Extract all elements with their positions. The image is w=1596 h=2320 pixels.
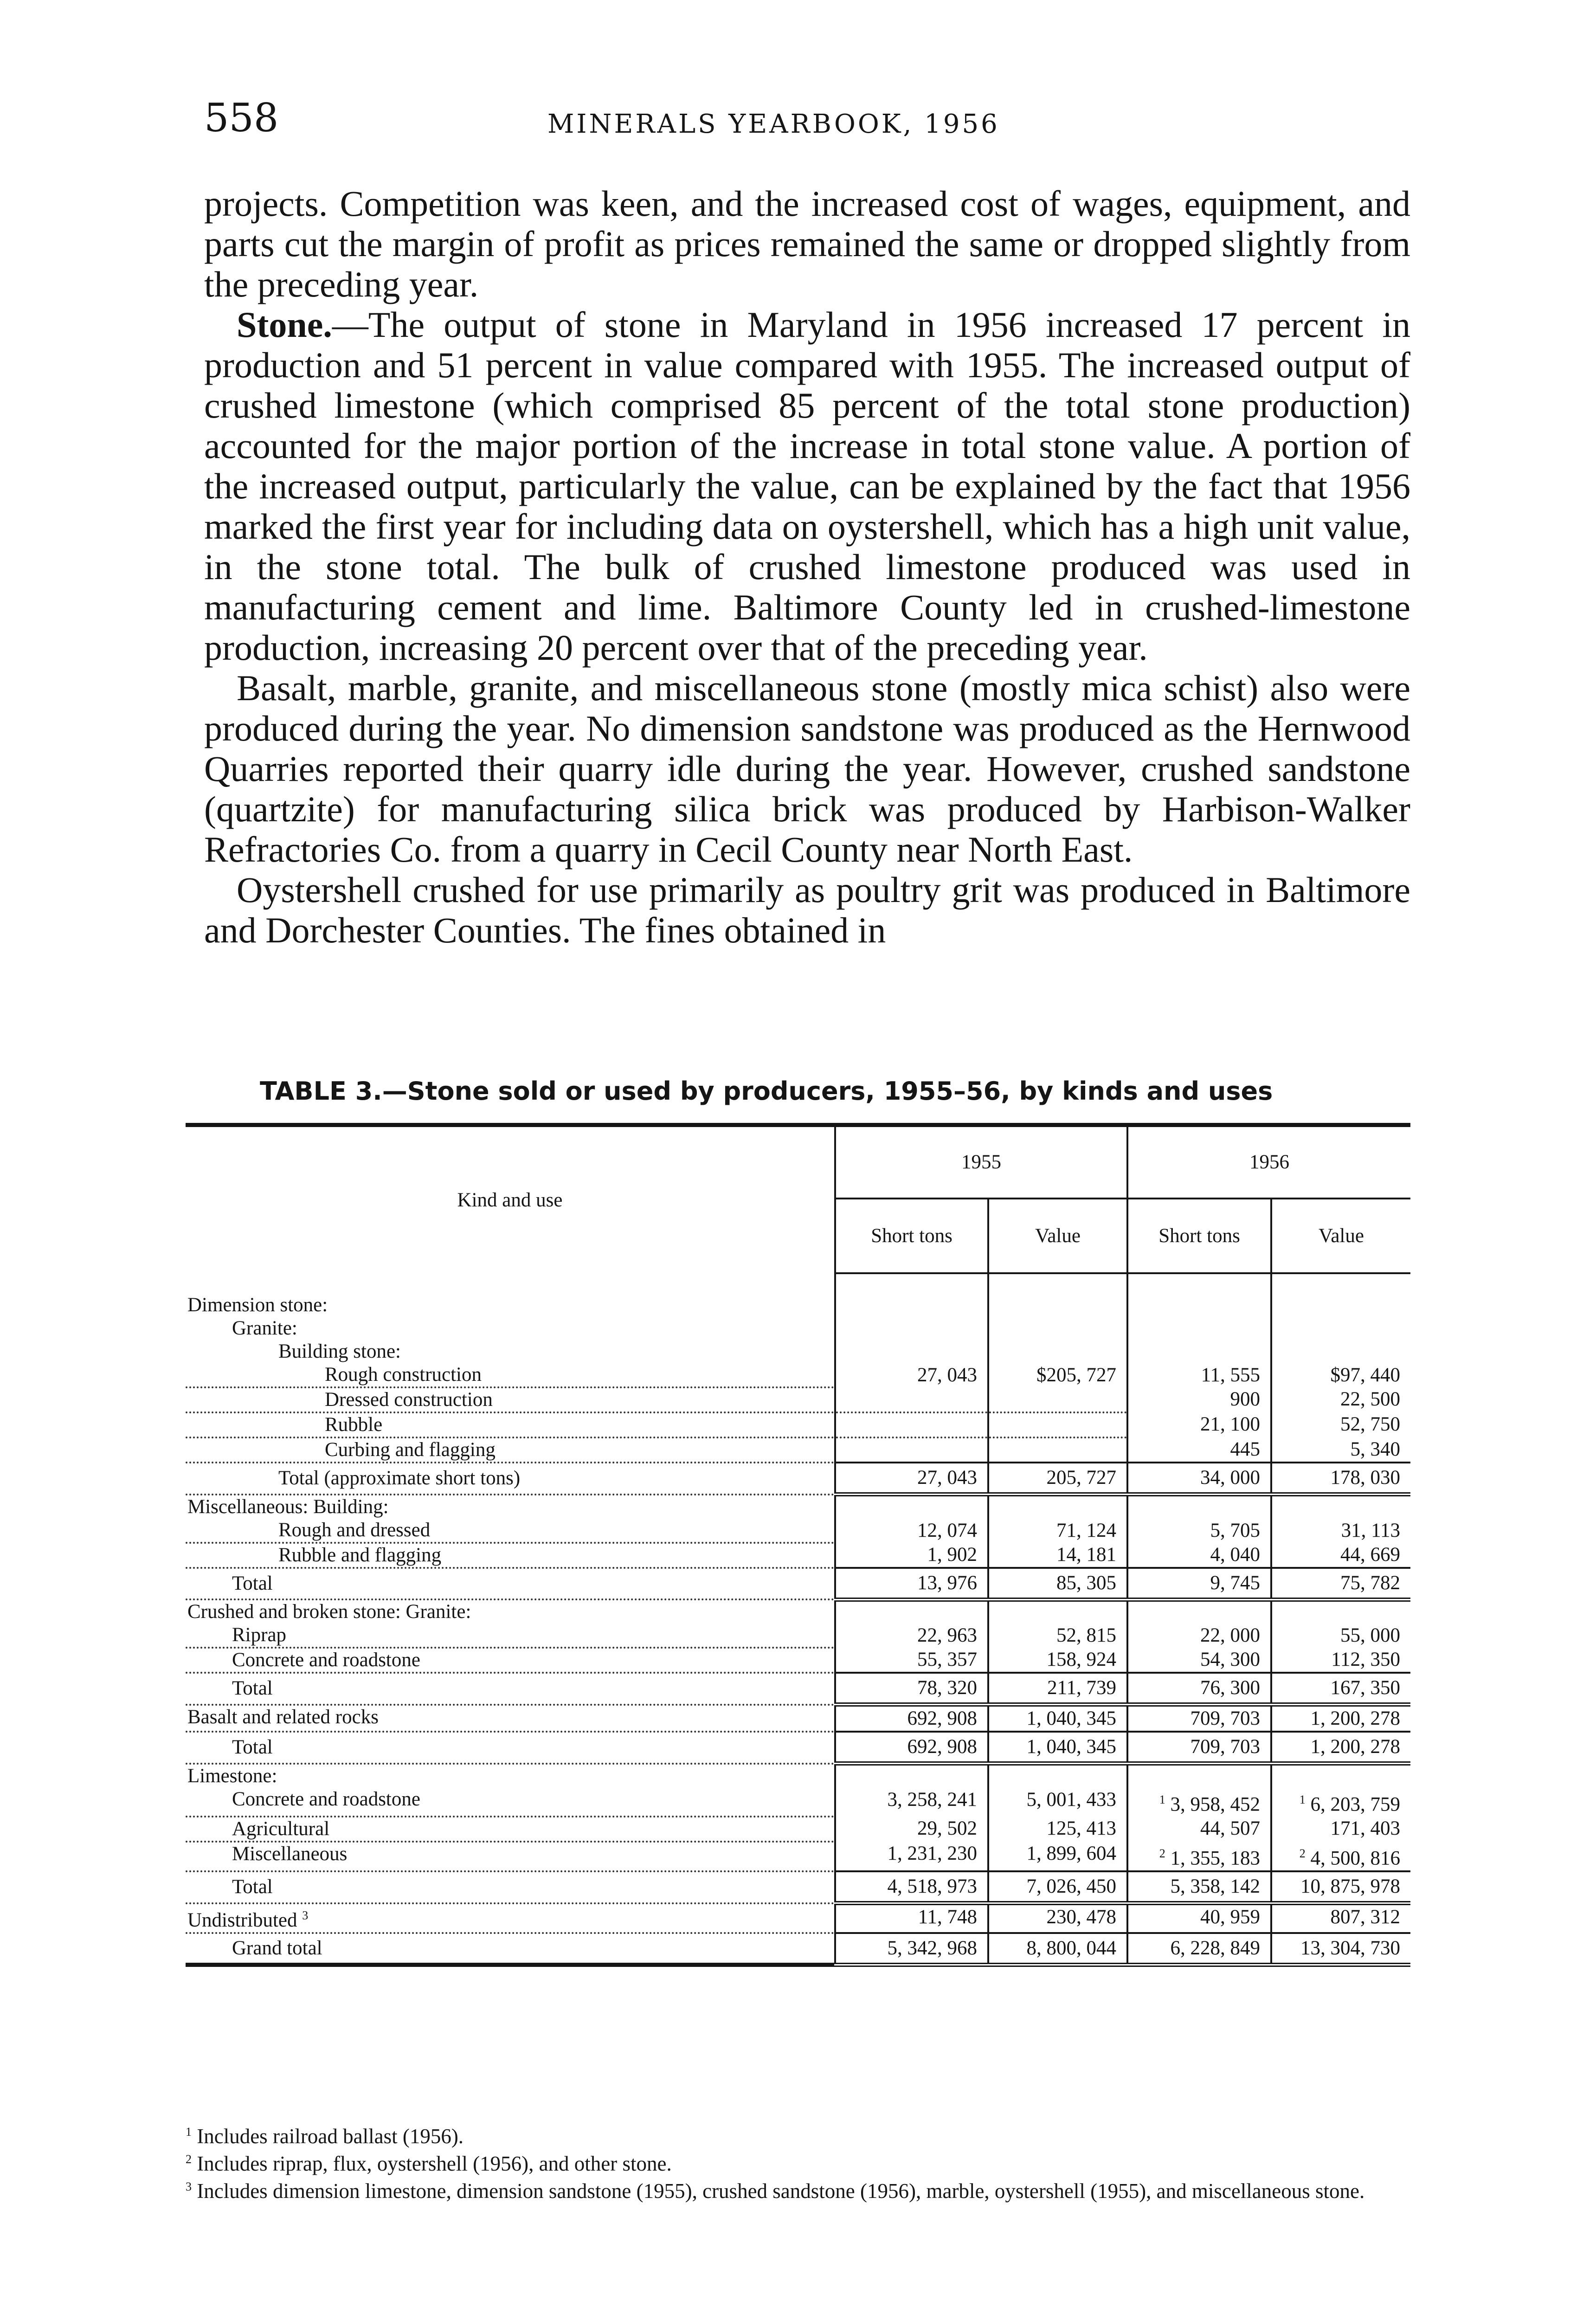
table-row	[186, 1519, 1410, 1543]
section-row	[186, 1764, 1410, 1788]
section-row	[186, 1495, 1410, 1519]
paragraph-1: projects. Competition was keen, and the increased cost of wages, equipment, and parts cut the margin of profit as prices remained the same or dropped slightly from the preceding year.	[204, 183, 1410, 304]
section-row	[186, 1294, 1410, 1317]
row-label: Total	[232, 1876, 275, 1898]
paragraph-3: Basalt, marble, granite, and miscellaneous stone (mostly mica schist) also were produced during the year. No dimension sandstone was produced as the Hernwood Quarries reported their quarry idle during the year. However, crushed sandstone (quartzite) for manufacturing silica brick was produced by Harbison-Walker Refractories Co. from a quarry in Cecil County near North East.	[204, 668, 1410, 870]
cell-tons-1955: 692, 908	[835, 1705, 988, 1732]
row-label: Agricultural	[232, 1818, 331, 1840]
cell-value-1955: 211, 739	[988, 1673, 1127, 1705]
grand-total-row	[186, 1933, 1410, 1965]
footnote	[186, 2175, 1410, 2203]
row-label: Rough construction	[325, 1364, 483, 1386]
cell-value-1955: 14, 181	[988, 1543, 1127, 1568]
cell-value-1956: 1, 200, 278	[1271, 1705, 1410, 1732]
cell-value-1956: 807, 312	[1271, 1903, 1410, 1933]
cell-value-1955: 230, 478	[988, 1903, 1127, 1933]
cell-tons-1955: 5, 342, 968	[835, 1933, 988, 1965]
cell-value-1956: 55, 000	[1271, 1624, 1410, 1648]
cell-value-1956: 52, 750	[1271, 1412, 1410, 1437]
table-row	[186, 1543, 1410, 1568]
cell-tons-1955	[835, 1387, 988, 1412]
cell-value-1956: 112, 350	[1271, 1648, 1410, 1673]
row-label: Basalt and related rocks	[187, 1706, 380, 1728]
header-kind-and-use: Kind and use	[457, 1189, 563, 1211]
cell-tons-1956: 21, 100	[1127, 1412, 1271, 1437]
cell-tons-1955: 27, 043	[835, 1363, 988, 1387]
table-row	[186, 1437, 1410, 1463]
row-label: Concrete and roadstone	[232, 1649, 422, 1671]
cell-value-1955: 71, 124	[988, 1519, 1127, 1543]
table-row	[186, 1624, 1410, 1648]
body-text	[204, 183, 1410, 950]
cell-tons-1955: 13, 976	[835, 1568, 988, 1600]
cell-tons-1956: 5, 705	[1127, 1519, 1271, 1543]
cell-tons-1956: 445	[1127, 1437, 1271, 1463]
section-label: Limestone:	[187, 1765, 277, 1787]
cell-value-1956: 75, 782	[1271, 1568, 1410, 1600]
cell-tons-1955	[835, 1412, 988, 1437]
cell-value-1956: 1, 200, 278	[1271, 1732, 1410, 1764]
cell-tons-1956: 5, 358, 142	[1127, 1871, 1271, 1903]
section-label: Building stone:	[278, 1340, 401, 1362]
cell-tons-1955: 55, 357	[835, 1648, 988, 1673]
cell-tons-1956: 6, 228, 849	[1127, 1933, 1271, 1965]
section-row	[186, 1599, 1410, 1624]
cell-value-1955: 1, 040, 345	[988, 1732, 1127, 1764]
footnote-mark: 2	[1299, 1846, 1306, 1860]
cell-value-1956: 167, 350	[1271, 1673, 1410, 1705]
cell-tons-1956: 1, 355, 183	[1170, 1847, 1260, 1869]
total-row	[186, 1673, 1410, 1705]
cell-value-1956: 178, 030	[1271, 1463, 1410, 1495]
cell-value-1955: 8, 800, 044	[988, 1933, 1127, 1965]
cell-value-1955	[988, 1412, 1127, 1437]
header-short-tons-1955: Short tons	[835, 1199, 988, 1273]
row-label: Riprap	[232, 1624, 288, 1646]
cell-tons-1955: 692, 908	[835, 1732, 988, 1764]
row-label: Rubble and flagging	[278, 1544, 443, 1566]
table-row	[186, 1705, 1410, 1732]
total-row	[186, 1871, 1410, 1903]
cell-value-1955: 125, 413	[988, 1817, 1127, 1842]
cell-value-1955: 5, 001, 433	[988, 1788, 1127, 1817]
footnote	[186, 2120, 1410, 2148]
cell-value-1955: 205, 727	[988, 1463, 1127, 1495]
header-value-1956: Value	[1271, 1199, 1410, 1273]
footnote-mark: 1	[1159, 1792, 1165, 1806]
cell-value-1956: 5, 340	[1271, 1437, 1410, 1463]
cell-value-1956: 4, 500, 816	[1310, 1847, 1400, 1869]
cell-value-1956: $97, 440	[1271, 1363, 1410, 1387]
cell-tons-1955: 1, 231, 230	[835, 1842, 988, 1871]
cell-value-1956: 31, 113	[1271, 1519, 1410, 1543]
cell-tons-1956: 11, 555	[1127, 1363, 1271, 1387]
cell-tons-1955: 78, 320	[835, 1673, 988, 1705]
row-label: Miscellaneous	[232, 1843, 349, 1865]
section-label: Granite:	[232, 1317, 297, 1339]
page-number: 558	[204, 95, 279, 141]
cell-tons-1955: 11, 748	[835, 1903, 988, 1933]
cell-tons-1956: 22, 000	[1127, 1624, 1271, 1648]
row-label: Total	[232, 1736, 275, 1758]
cell-tons-1956: 44, 507	[1127, 1817, 1271, 1842]
table-row	[186, 1817, 1410, 1842]
stone-table	[186, 1123, 1410, 1967]
footnote-text: Includes riprap, flux, oystershell (1956), and other stone.	[197, 2152, 672, 2175]
cell-tons-1955: 22, 963	[835, 1624, 988, 1648]
row-label: Total	[232, 1677, 275, 1699]
footnote	[186, 2148, 1410, 2175]
table-row	[186, 1648, 1410, 1673]
footnote-mark: 1	[1299, 1792, 1306, 1806]
footnote-mark: 3	[302, 1908, 309, 1922]
cell-tons-1955: 12, 074	[835, 1519, 988, 1543]
cell-tons-1956: 900	[1127, 1387, 1271, 1412]
footnote-mark: 2	[1159, 1846, 1165, 1860]
cell-value-1956: 6, 203, 759	[1310, 1793, 1400, 1815]
footnotes	[186, 2120, 1410, 2203]
table-row	[186, 1363, 1410, 1387]
section-row	[186, 1317, 1410, 1340]
table-row	[186, 1788, 1410, 1817]
cell-value-1956: 171, 403	[1271, 1817, 1410, 1842]
header-short-tons-1956: Short tons	[1127, 1199, 1271, 1273]
cell-tons-1956: 34, 000	[1127, 1463, 1271, 1495]
paragraph-4: Oystershell crushed for use primarily as poultry grit was produced in Baltimore and Dorchester Counties. The fines obtained in	[204, 870, 1410, 950]
paragraph-stone	[204, 304, 1410, 668]
page-header	[204, 95, 1410, 146]
footnote-mark: 1	[186, 2125, 192, 2139]
footnote-mark: 2	[186, 2152, 192, 2166]
cell-value-1956: 10, 875, 978	[1271, 1871, 1410, 1903]
cell-value-1955	[988, 1387, 1127, 1412]
footnote-mark: 3	[186, 2180, 192, 2193]
header-value-1955: Value	[988, 1199, 1127, 1273]
cell-value-1955	[988, 1437, 1127, 1463]
row-label: Dressed construction	[325, 1389, 495, 1411]
cell-value-1955: $205, 727	[988, 1363, 1127, 1387]
cell-value-1955: 7, 026, 450	[988, 1871, 1127, 1903]
footnote-text: Includes dimension limestone, dimension sandstone (1955), crushed sandstone (1956), marble, oystershell (1955), and miscellaneous stone.	[197, 2179, 1365, 2203]
row-label: Concrete and roadstone	[232, 1788, 422, 1810]
cell-tons-1955	[835, 1437, 988, 1463]
cell-tons-1956: 76, 300	[1127, 1673, 1271, 1705]
row-label: Total (approximate short tons)	[278, 1467, 522, 1489]
table-row	[186, 1387, 1410, 1412]
table-row	[186, 1842, 1410, 1871]
cell-tons-1955: 29, 502	[835, 1817, 988, 1842]
row-label: Rubble	[325, 1414, 384, 1436]
total-row	[186, 1568, 1410, 1600]
header-year-1955: 1955	[835, 1125, 1127, 1199]
cell-tons-1956: 3, 958, 452	[1170, 1793, 1260, 1815]
cell-value-1955: 1, 040, 345	[988, 1705, 1127, 1732]
cell-tons-1955: 4, 518, 973	[835, 1871, 988, 1903]
running-title: MINERALS YEARBOOK, 1956	[547, 109, 1000, 139]
table-row	[186, 1903, 1410, 1933]
row-label: Rough and dressed	[278, 1519, 432, 1541]
section-row	[186, 1340, 1410, 1363]
cell-value-1956: 44, 669	[1271, 1543, 1410, 1568]
cell-value-1955: 85, 305	[988, 1568, 1127, 1600]
total-row	[186, 1463, 1410, 1495]
cell-value-1955: 158, 924	[988, 1648, 1127, 1673]
stone-lead-heading: Stone.	[237, 304, 332, 345]
section-label: Crushed and broken stone: Granite:	[187, 1601, 471, 1623]
section-label: Dimension stone:	[187, 1294, 328, 1316]
cell-value-1956: 22, 500	[1271, 1387, 1410, 1412]
cell-tons-1956: 709, 703	[1127, 1705, 1271, 1732]
table-caption: TABLE 3.—Stone sold or used by producers, 1955–56, by kinds and uses	[260, 1076, 1273, 1106]
cell-value-1956: 13, 304, 730	[1271, 1933, 1410, 1965]
cell-value-1955: 52, 815	[988, 1624, 1127, 1648]
cell-tons-1956: 40, 959	[1127, 1903, 1271, 1933]
cell-tons-1956: 4, 040	[1127, 1543, 1271, 1568]
footnote-text: Includes railroad ballast (1956).	[197, 2125, 464, 2148]
row-label: Curbing and flagging	[325, 1439, 497, 1461]
cell-tons-1955: 3, 258, 241	[835, 1788, 988, 1817]
row-label: Undistributed	[187, 1909, 297, 1931]
cell-tons-1955: 1, 902	[835, 1543, 988, 1568]
cell-tons-1955: 27, 043	[835, 1463, 988, 1495]
header-year-1956: 1956	[1127, 1125, 1410, 1199]
row-label: Grand total	[232, 1937, 324, 1959]
section-label: Miscellaneous: Building:	[187, 1495, 389, 1518]
stone-paragraph-text: —The output of stone in Maryland in 1956 increased 17 percent in production and 51 percent in value compared with 1955. The increased output of crushed limestone (which comprised 85 percent of the total stone production) accounted for the major portion of the increase in total stone value. A portion of the increased output, particularly the value, can be explained by the fact that 1956 marked the first year for including data on oystershell, which has a high unit value, in the stone total. The bulk of crushed limestone produced was used in manufacturing cement and lime. Baltimore County led in crushed-limestone production, increasing 20 percent over that of the preceding year.	[204, 304, 1410, 668]
row-label: Total	[232, 1572, 275, 1594]
total-row	[186, 1732, 1410, 1764]
table-row	[186, 1412, 1410, 1437]
cell-tons-1956: 709, 703	[1127, 1732, 1271, 1764]
cell-tons-1956: 9, 745	[1127, 1568, 1271, 1600]
cell-value-1955: 1, 899, 604	[988, 1842, 1127, 1871]
cell-tons-1956: 54, 300	[1127, 1648, 1271, 1673]
